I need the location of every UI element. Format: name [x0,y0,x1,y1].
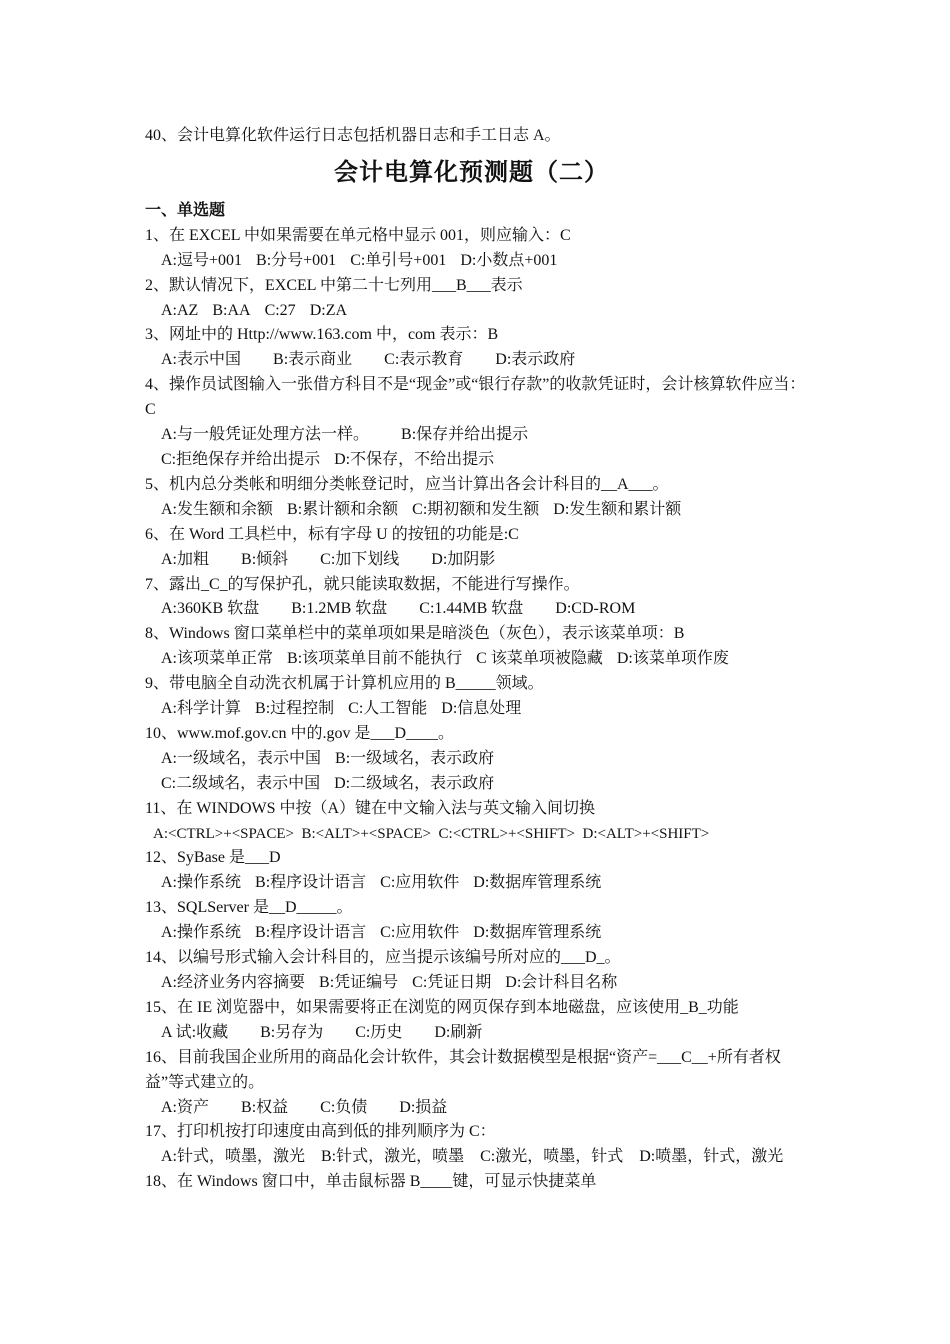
option-a: A:操作系统 [161,874,242,892]
option-b: B:程序设计语言 [255,874,367,892]
option-d: D:加阴影 [431,550,496,568]
question-9-options [145,697,810,722]
option-c: C:1.44MB 软盘 [419,600,524,618]
option-c: C:拒绝保存并给出提示 [161,450,321,468]
question-16-options [145,1096,810,1121]
question-14-options [145,971,810,996]
page-title: 会计电算化预测题（二） [334,159,609,186]
option-a: A:加粗 [161,550,210,568]
question-4-options-row1 [145,423,810,448]
option-b: B:<ALT>+<SPACE> [301,825,432,842]
question-5: 5、机内总分类帐和明细分类帐登记时，应当计算出各会计科目的__A___。 [145,475,669,493]
option-d: D:数据库管理系统 [473,874,602,892]
option-d: D:<ALT>+<SHIFT> [582,825,710,842]
question-17-options [145,1145,810,1170]
question-13-options [145,921,810,946]
option-b: B:表示商业 [273,351,353,369]
option-b: B:分号+001 [256,251,337,269]
question-7: 7、露出_C_的写保护孔，就只能读取数据，不能进行写操作。 [145,575,580,593]
question-2-options [145,299,810,324]
question-17: 17、打印机按打印速度由高到低的排列顺序为 C： [145,1123,496,1141]
option-d: D:数据库管理系统 [473,924,602,942]
question-16: 16、目前我国企业所用的商品化会计软件，其会计数据模型是根据“资产=___C__+所有者权益”等式建立的。 [145,1048,781,1091]
document-body [145,124,810,1195]
option-a: A:一级域名，表示中国 [161,749,322,767]
option-d: D:刷新 [434,1023,483,1041]
option-c: C:加下划线 [320,550,400,568]
option-c: C:负债 [320,1098,368,1116]
question-13: 13、SQLServer 是__D_____。 [145,899,353,917]
question-17-options-text: A:针式，喷墨，激光 B:针式，激光，喷墨 C:激光，喷墨，针式 D:喷墨，针式，激光 [161,1148,784,1166]
question-14: 14、以编号形式输入会计科目的，应当提示该编号所对应的___D_。 [145,949,621,967]
option-b: B:权益 [241,1098,289,1116]
question-8-options [145,647,810,672]
question-8: 8、Windows 窗口菜单栏中的菜单项如果是暗淡色（灰色），表示该菜单项：B [145,625,685,643]
question-4: 4、操作员试图输入一张借方科目不是“现金”或“银行存款”的收款凭证时，会计核算软件应当：C [145,376,806,419]
option-a: A:360KB 软盘 [161,600,260,618]
question-11: 11、在 WINDOWS 中按（A）键在中文输入法与英文输入间切换 [145,799,596,817]
section-heading: 一、单选题 [145,201,226,219]
option-b: B:该项菜单目前不能执行 [287,650,463,668]
question-3: 3、网址中的 Http://www.163.com 中，com 表示：B [145,326,499,344]
option-c: C:应用软件 [380,924,460,942]
option-a: A:经济业务内容摘要 [161,974,306,991]
question-12-options [145,871,810,896]
option-a: A:科学计算 [161,700,242,718]
question-9: 9、带电脑全自动洗衣机属于计算机应用的 B_____领域。 [145,675,544,693]
option-c: C:人工智能 [348,700,428,718]
option-b: B:过程控制 [255,700,335,718]
option-b: B:一级域名，表示政府 [335,749,495,767]
option-a: A:操作系统 [161,924,242,942]
question-12: 12、SyBase 是___D [145,849,281,867]
option-d: D:信息处理 [441,700,522,718]
question-18: 18、在 Windows 窗口中，单击鼠标器 B____键，可显示快捷菜单 [145,1173,597,1191]
option-d: D:发生额和累计额 [553,500,682,518]
option-c: C:单引号+001 [350,251,447,269]
question-1-options [145,249,810,274]
question-10-options-row2 [145,772,810,797]
option-d: D:表示政府 [495,351,576,369]
option-d: D:会计科目名称 [505,974,618,991]
question-15-options [145,1021,810,1046]
option-a: A:<CTRL>+<SPACE> [153,825,294,842]
option-c: C:凭证日期 [412,974,492,991]
option-c: C:二级域名，表示中国 [161,774,321,792]
question-6: 6、在 Word 工具栏中，标有字母 U 的按钮的功能是:C [145,525,519,543]
question-10-options-row1 [145,747,810,772]
question-15: 15、在 IE 浏览器中，如果需要将正在浏览的网页保存到本地磁盘，应该使用_B_功能 [145,998,739,1016]
option-c: C:应用软件 [380,874,460,892]
question-5-options [145,498,810,523]
option-d: D:该菜单项作废 [616,650,729,668]
option-d: D:CD-ROM [555,600,636,618]
option-d: D:不保存，不给出提示 [334,450,495,468]
option-a: A 试:收藏 [161,1023,229,1041]
question-3-options [145,348,810,373]
option-a: A:逗号+001 [161,251,243,269]
option-b: B:另存为 [260,1023,324,1041]
intro-line: 40、会计电算化软件运行日志包括机器日志和手工日志 A。 [145,127,561,144]
option-c: C:表示教育 [384,351,464,369]
option-c: C:27 [264,301,296,319]
question-1: 1、在 EXCEL 中如果需要在单元格中显示 001，则应输入：C [145,226,571,244]
option-b: B:凭证编号 [319,974,399,991]
option-b: B:倾斜 [241,550,289,568]
option-c: C:期初额和发生额 [412,500,540,518]
option-c: C:历史 [355,1023,403,1041]
option-a: A:表示中国 [161,351,242,369]
option-d: D:ZA [309,301,348,319]
question-4-options-row2 [145,448,810,473]
option-a: A:与一般凭证处理方法一样。 [161,426,370,444]
option-c: C:<CTRL>+<SHIFT> [438,825,575,842]
question-11-options [145,822,810,847]
option-d: D:二级域名，表示政府 [334,774,495,792]
option-b: B:累计额和余额 [287,500,399,518]
question-7-options [145,597,810,622]
option-b: B:保存并给出提示 [401,426,529,444]
option-a: A:资产 [161,1098,210,1116]
option-d: D:损益 [399,1098,448,1116]
question-6-options [145,548,810,573]
option-b: B:AA [212,301,251,319]
option-c: C 该菜单项被隐藏 [476,650,603,668]
option-d: D:小数点+001 [460,251,558,269]
option-a: A:发生额和余额 [161,500,274,518]
question-2: 2、默认情况下，EXCEL 中第二十七列用___B___表示 [145,276,523,294]
option-a: A:AZ [161,301,199,319]
option-b: B:1.2MB 软盘 [291,600,388,618]
question-10: 10、www.mof.gov.cn 中的.gov 是___D____。 [145,724,455,742]
option-b: B:程序设计语言 [255,924,367,942]
option-a: A:该项菜单正常 [161,650,274,668]
